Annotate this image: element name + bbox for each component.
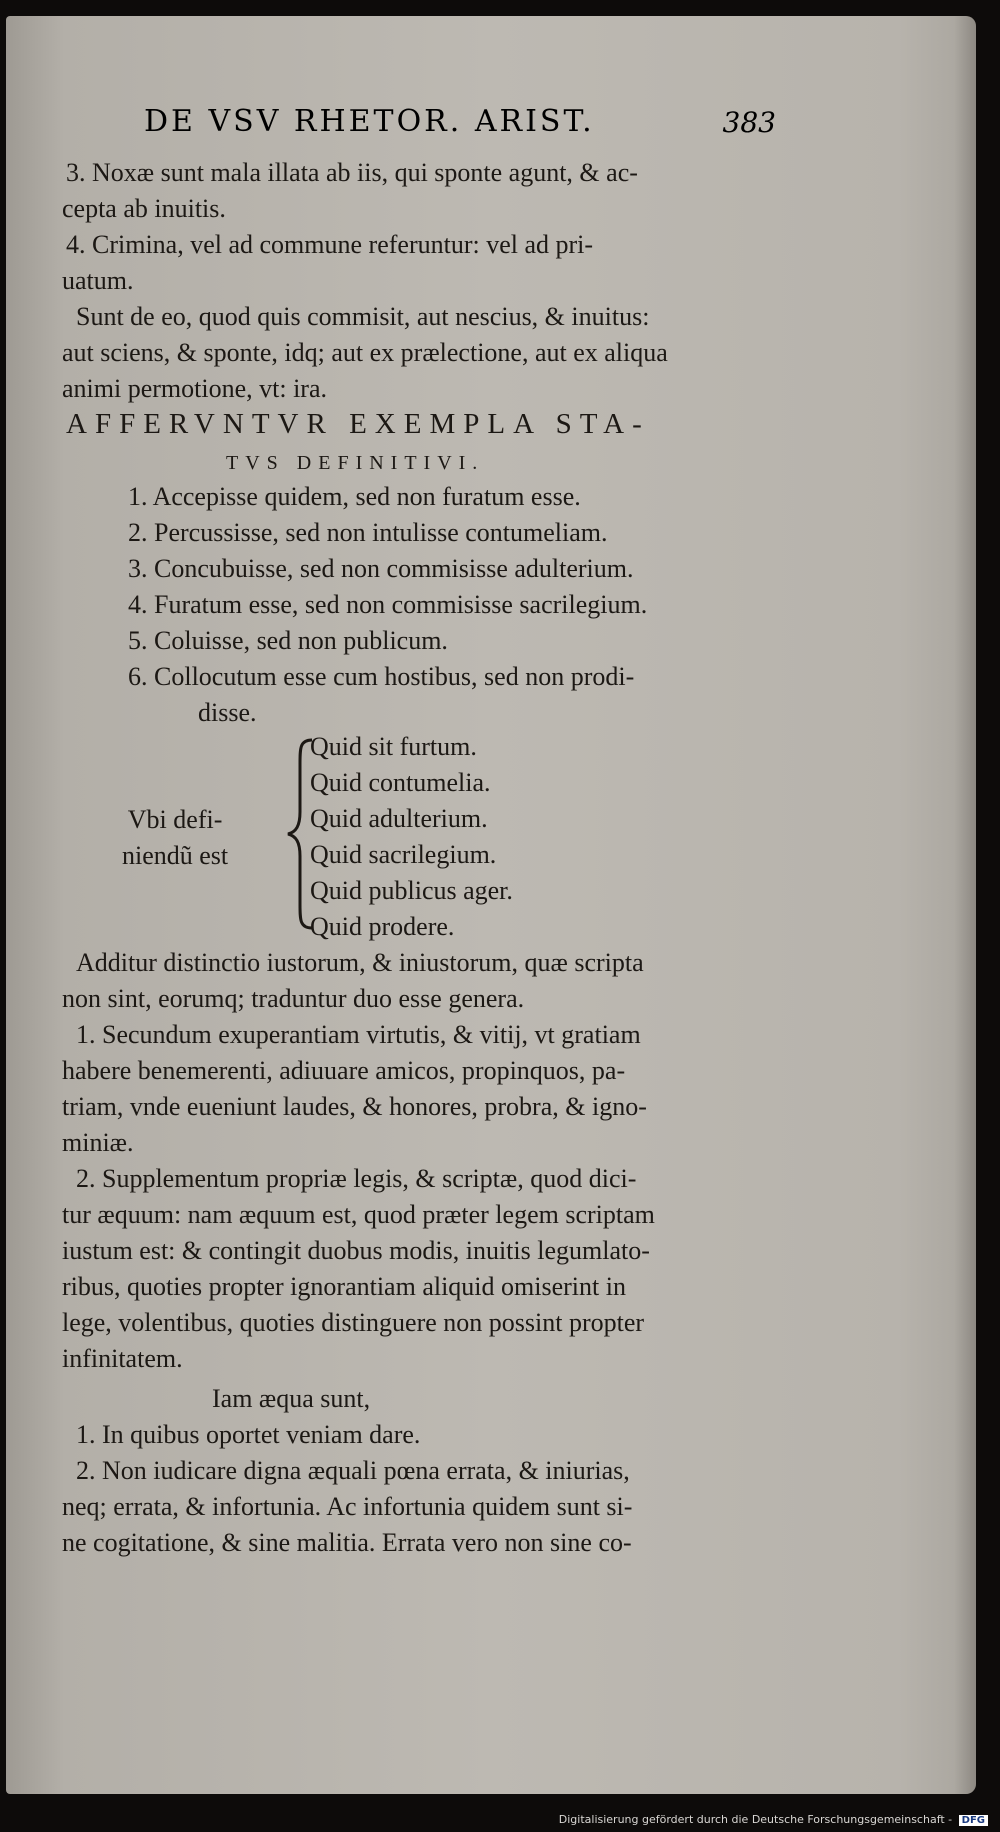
book-page: [6, 16, 976, 1794]
text-line: non sint, eorumq; traduntur duo esse genera.: [62, 984, 525, 1013]
text-line: Additur distinctio iustorum, & iniustorum, quæ scripta: [76, 948, 644, 977]
text-line: 4. Crimina, vel ad commune referuntur: vel ad pri-: [66, 230, 594, 259]
text-line: triam, vnde eueniunt laudes, & honores, probra, & igno-: [62, 1092, 647, 1121]
text-line: tur æquum: nam æquum est, quod præter legem scriptam: [62, 1200, 655, 1229]
example-item: 3. Concubuisse, sed non commisisse adulterium.: [128, 554, 634, 583]
example-item: disse.: [198, 698, 257, 727]
text-line: habere benemerenti, adiuuare amicos, propinquos, pa-: [62, 1056, 626, 1085]
brace-item: Quid adulterium.: [310, 804, 488, 833]
text-line: miniæ.: [62, 1128, 134, 1157]
page-number: 383: [722, 106, 776, 139]
brace-item: Quid contumelia.: [310, 768, 491, 797]
brace-item: Quid sit furtum.: [310, 732, 477, 761]
text-line: animi permotione, vt: ira.: [62, 374, 327, 403]
text-line: aut sciens, & sponte, idq; aut ex prælectione, aut ex aliqua: [62, 338, 668, 367]
example-item: 4. Furatum esse, sed non commisisse sacrilegium.: [128, 590, 648, 619]
text-line: iustum est: & contingit duobus modis, inuitis legumlato-: [62, 1236, 650, 1265]
text-line: lege, volentibus, quoties distinguere non possint propter: [62, 1308, 645, 1337]
text-line: Sunt de eo, quod quis commisit, aut nescius, & inuitus:: [76, 302, 650, 331]
text-line: ne cogitatione, & sine malitia. Errata vero non sine co-: [62, 1528, 632, 1557]
example-item: 5. Coluisse, sed non publicum.: [128, 626, 448, 655]
example-item: 2. Percussisse, sed non intulisse contumeliam.: [128, 518, 608, 547]
text-line: Iam æqua sunt,: [212, 1384, 371, 1413]
brace-label-line: niendũ est: [122, 841, 229, 870]
brace-item: Quid sacrilegium.: [310, 840, 497, 869]
text-line: 2. Non iudicare digna æquali pœna errata, & iniurias,: [76, 1456, 630, 1485]
text-line: 3. Noxæ sunt mala illata ab iis, qui sponte agunt, & ac-: [66, 158, 638, 187]
page-header: [94, 104, 776, 144]
example-item: 1. Accepisse quidem, sed non furatum esse.: [128, 482, 581, 511]
text-line: neq; errata, & infortunia. Ac infortunia quidem sunt si-: [62, 1492, 633, 1521]
credit-text: Digitalisierung gefördert durch die Deutsche Forschungsgemeinschaft -: [558, 1813, 953, 1826]
text-line: 2. Supplementum propriæ legis, & scriptæ, quod dici-: [76, 1164, 637, 1193]
dfg-logo: DFG: [959, 1815, 988, 1826]
example-item: 6. Collocutum esse cum hostibus, sed non prodi-: [128, 662, 635, 691]
section-subheading: TVS DEFINITIVI.: [226, 452, 485, 474]
text-line: uatum.: [62, 266, 134, 295]
brace-label: [122, 802, 228, 874]
running-head: DE VSV RHETOR. ARIST.: [144, 104, 595, 139]
text-line: cepta ab inuitis.: [62, 194, 226, 223]
text-line: 1. In quibus oportet veniam dare.: [76, 1420, 421, 1449]
digitization-credit: [559, 1813, 988, 1826]
brace-item: Quid publicus ager.: [310, 876, 513, 905]
text-line: 1. Secundum exuperantiam virtutis, & vitij, vt gratiam: [76, 1020, 641, 1049]
brace-item: Quid prodere.: [310, 912, 455, 941]
section-heading: AFFERVNTVR EXEMPLA STA-: [66, 408, 650, 440]
brace-label-line: Vbi defi-: [127, 805, 223, 834]
text-line: infinitatem.: [62, 1344, 183, 1373]
text-line: ribus, quoties propter ignorantiam aliquid omiserint in: [62, 1272, 626, 1301]
